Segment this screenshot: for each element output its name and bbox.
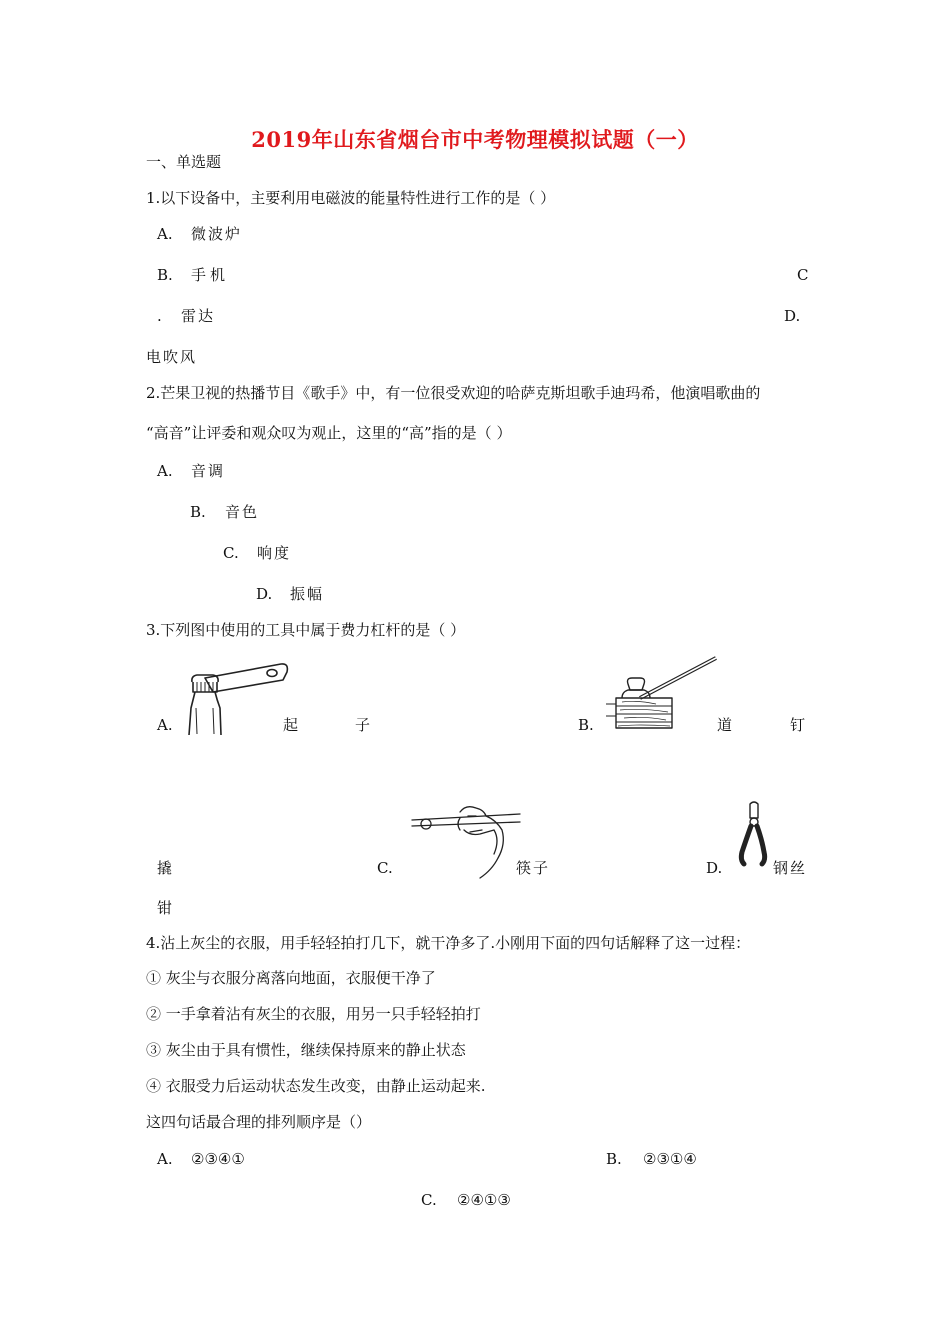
q4-statement-2: ② 一手拿着沾有灰尘的衣服，用另一只手轻轻拍打: [146, 1005, 481, 1023]
pliers-image: [736, 800, 772, 868]
q3-option-d-label: D.: [706, 859, 723, 877]
q2-option-b-text: 音色: [225, 503, 260, 521]
q2-option-c-text: 响度: [257, 544, 292, 562]
q4-option-c-text: ②④①③: [457, 1191, 511, 1209]
q4-statement-3: ③ 灰尘由于具有惯性，继续保持原来的静止状态: [146, 1041, 466, 1059]
q4-option-a-text: ②③④①: [191, 1150, 245, 1168]
q4-question: 这四句话最合理的排列顺序是（）: [146, 1113, 372, 1131]
q3-option-b-text-2: 钉: [790, 716, 806, 734]
q3-option-a-text-2: 子: [355, 716, 371, 734]
q3-option-b-text-1: 道: [717, 716, 733, 734]
q2-option-d-label: D.: [256, 585, 273, 603]
q3-option-b-text-3: 撬: [157, 859, 173, 877]
q3-option-a-label: A.: [157, 716, 173, 734]
q3-option-d-text-2: 钳: [157, 899, 173, 917]
crowbar-image: [598, 654, 720, 732]
q2-option-c-label: C.: [223, 544, 239, 562]
q3-option-c-label: C.: [377, 859, 393, 877]
q4-statement-4: ④ 衣服受力后运动状态发生改变，由静止运动起来.: [146, 1077, 486, 1095]
q2-option-a-text: 音调: [191, 462, 226, 480]
q3-stem: 3.下列图中使用的工具中属于费力杠杆的是（ ）: [146, 621, 466, 639]
q4-option-c-label: C.: [421, 1191, 437, 1209]
q3-option-d-text-1: 钢丝: [773, 859, 808, 877]
q1-option-a-text: 微波炉: [191, 225, 243, 243]
q4-statement-1: ① 灰尘与衣服分离落向地面，衣服便干净了: [146, 969, 436, 987]
q4-option-a-label: A.: [157, 1150, 173, 1168]
q4-option-b-label: B.: [606, 1150, 622, 1168]
q3-option-b-label: B.: [578, 716, 594, 734]
q3-option-a-text-1: 起: [283, 716, 299, 734]
q1-option-c-text: 雷达: [181, 307, 216, 325]
q4-stem: 4.沾上灰尘的衣服，用手轻轻拍打几下，就干净多了.小刚用下面的四句话解释了这一过程：: [146, 934, 751, 952]
chopsticks-image: [410, 800, 522, 880]
q4-option-b-text: ②③①④: [643, 1150, 697, 1168]
q2-option-a-label: A.: [157, 462, 173, 480]
q1-option-a-label: A.: [157, 225, 173, 243]
q1-option-d-label: D.: [784, 307, 801, 325]
q2-stem-line2: “高音”让评委和观众叹为观止，这里的“高”指的是（ ）: [146, 424, 512, 442]
q2-stem-line1: 2.芒果卫视的热播节目《歌手》中，有一位很受欢迎的哈萨克斯坦歌手迪玛希，他演唱歌曲的: [146, 384, 761, 402]
page-title: 2019年山东省烟台市中考物理模拟试题（一）: [251, 127, 699, 152]
q1-option-c-label: C: [797, 266, 809, 284]
q1-option-b-label: B.: [157, 266, 173, 284]
q3-option-c-text: 筷子: [516, 859, 551, 877]
q1-option-d-text: 电吹风: [146, 348, 198, 366]
section-heading: 一、单选题: [146, 153, 222, 171]
q1-option-c-label-tail: .: [157, 307, 162, 325]
q1-option-b-text: 手机: [191, 266, 230, 284]
q2-option-d-text: 振幅: [290, 585, 325, 603]
bottle-opener-image: [183, 660, 293, 735]
q1-stem: 1.以下设备中，主要利用电磁波的能量特性进行工作的是（ ）: [146, 189, 556, 207]
q2-option-b-label: B.: [190, 503, 206, 521]
